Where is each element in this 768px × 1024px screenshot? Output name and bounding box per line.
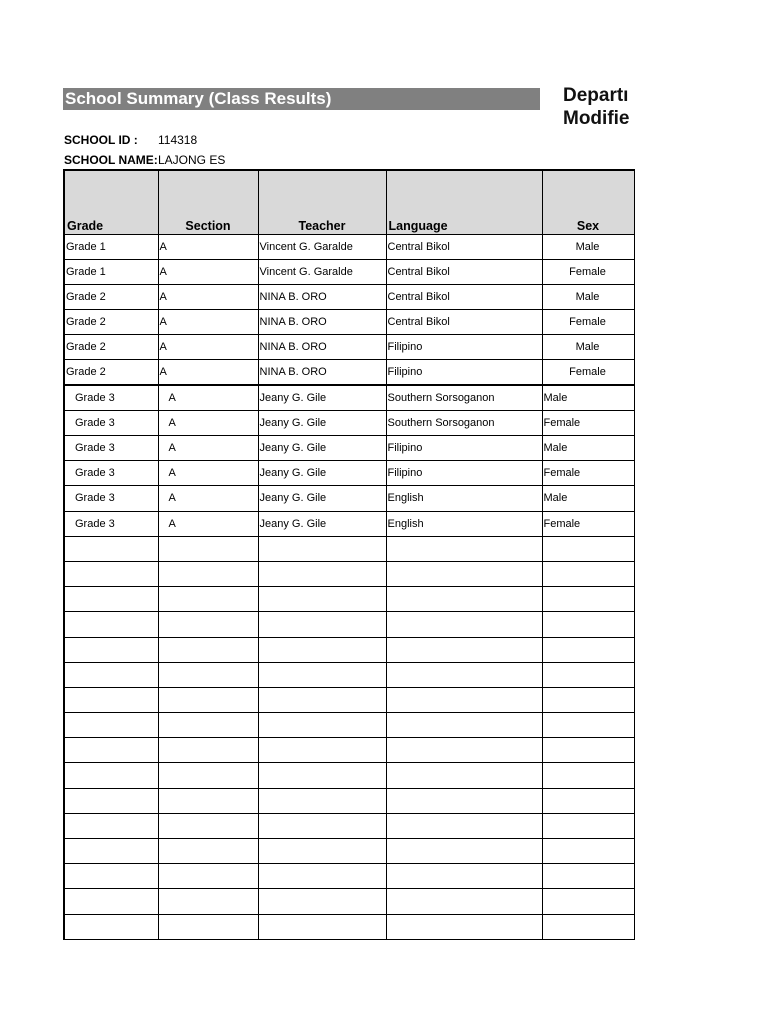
empty-cell xyxy=(386,763,542,788)
cell-teacher: NINA B. ORO xyxy=(258,360,386,385)
cell-sex: Female xyxy=(542,360,634,385)
empty-cell xyxy=(158,612,258,637)
table-row xyxy=(64,410,634,435)
table-row xyxy=(64,486,634,511)
empty-row xyxy=(64,839,634,864)
empty-cell xyxy=(542,687,634,712)
cell-grade: Grade 1 xyxy=(64,234,158,259)
empty-cell xyxy=(64,813,158,838)
empty-cell xyxy=(386,839,542,864)
cell-sex: Female xyxy=(542,310,634,335)
empty-cell xyxy=(386,637,542,662)
empty-row xyxy=(64,864,634,889)
empty-cell xyxy=(386,587,542,612)
cell-grade: Grade 3 xyxy=(64,410,158,435)
header-sex: Sex xyxy=(542,170,634,234)
cell-grade: Grade 2 xyxy=(64,335,158,360)
empty-cell xyxy=(542,561,634,586)
cell-section: A xyxy=(158,461,258,486)
empty-cell xyxy=(64,612,158,637)
empty-cell xyxy=(64,914,158,939)
empty-cell xyxy=(258,763,386,788)
cell-section: A xyxy=(158,410,258,435)
department-line-2: Modifie xyxy=(563,108,630,129)
empty-row xyxy=(64,612,634,637)
empty-cell xyxy=(386,612,542,637)
school-name-value: LAJONG ES xyxy=(158,153,226,167)
cell-grade: Grade 2 xyxy=(64,310,158,335)
empty-cell xyxy=(64,738,158,763)
empty-cell xyxy=(64,561,158,586)
cell-sex: Female xyxy=(542,461,634,486)
empty-cell xyxy=(64,687,158,712)
header-teacher: Teacher xyxy=(258,170,386,234)
empty-cell xyxy=(64,864,158,889)
cell-grade: Grade 3 xyxy=(64,511,158,536)
empty-cell xyxy=(542,662,634,687)
school-id-label: SCHOOL ID : xyxy=(64,133,138,147)
cell-teacher: Jeany G. Gile xyxy=(258,385,386,410)
cell-sex: Male xyxy=(542,436,634,461)
empty-row xyxy=(64,914,634,939)
empty-cell xyxy=(386,914,542,939)
empty-cell xyxy=(386,889,542,914)
school-id-value: 114318 xyxy=(158,133,198,147)
cell-sex: Male xyxy=(542,385,634,410)
empty-cell xyxy=(542,738,634,763)
table-row xyxy=(64,461,634,486)
empty-row xyxy=(64,813,634,838)
cell-teacher: Jeany G. Gile xyxy=(258,461,386,486)
school-name-label: SCHOOL NAME: xyxy=(64,153,158,167)
empty-cell xyxy=(64,662,158,687)
empty-cell xyxy=(158,587,258,612)
empty-cell xyxy=(158,637,258,662)
empty-cell xyxy=(542,763,634,788)
empty-cell xyxy=(64,889,158,914)
table-row xyxy=(64,360,634,385)
table-row xyxy=(64,436,634,461)
cell-language: Southern Sorsoganon xyxy=(386,410,542,435)
page-title: School Summary (Class Results) xyxy=(63,88,540,110)
department-heading xyxy=(563,84,633,134)
empty-cell xyxy=(258,687,386,712)
cell-teacher: Vincent G. Garalde xyxy=(258,259,386,284)
table-row xyxy=(64,335,634,360)
empty-cell xyxy=(542,864,634,889)
cell-grade: Grade 3 xyxy=(64,486,158,511)
empty-cell xyxy=(386,687,542,712)
empty-cell xyxy=(258,612,386,637)
empty-row xyxy=(64,536,634,561)
cell-language: Southern Sorsoganon xyxy=(386,385,542,410)
empty-cell xyxy=(64,763,158,788)
cell-section: A xyxy=(158,436,258,461)
empty-cell xyxy=(386,662,542,687)
empty-row xyxy=(64,738,634,763)
cell-grade: Grade 2 xyxy=(64,360,158,385)
empty-row xyxy=(64,587,634,612)
cell-section: A xyxy=(158,360,258,385)
empty-cell xyxy=(258,587,386,612)
class-results-table xyxy=(63,169,635,940)
cell-grade: Grade 3 xyxy=(64,461,158,486)
table-row xyxy=(64,310,634,335)
cell-sex: Female xyxy=(542,511,634,536)
empty-cell xyxy=(258,914,386,939)
empty-cell xyxy=(542,612,634,637)
cell-language: Central Bikol xyxy=(386,284,542,309)
empty-cell xyxy=(386,713,542,738)
header-section: Section xyxy=(158,170,258,234)
cell-teacher: Jeany G. Gile xyxy=(258,410,386,435)
empty-cell xyxy=(258,864,386,889)
cell-sex: Female xyxy=(542,259,634,284)
empty-cell xyxy=(64,587,158,612)
empty-cell xyxy=(258,637,386,662)
empty-row xyxy=(64,561,634,586)
empty-cell xyxy=(258,813,386,838)
empty-row xyxy=(64,788,634,813)
table-row xyxy=(64,284,634,309)
cell-teacher: Jeany G. Gile xyxy=(258,436,386,461)
cell-section: A xyxy=(158,310,258,335)
empty-cell xyxy=(158,687,258,712)
cell-teacher: Jeany G. Gile xyxy=(258,486,386,511)
cell-language: English xyxy=(386,486,542,511)
empty-cell xyxy=(542,839,634,864)
cell-sex: Male xyxy=(542,486,634,511)
empty-cell xyxy=(158,561,258,586)
empty-cell xyxy=(158,889,258,914)
cell-language: English xyxy=(386,511,542,536)
cell-teacher: NINA B. ORO xyxy=(258,335,386,360)
empty-row xyxy=(64,889,634,914)
cell-sex: Male xyxy=(542,335,634,360)
empty-cell xyxy=(158,713,258,738)
cell-section: A xyxy=(158,335,258,360)
empty-cell xyxy=(64,637,158,662)
empty-row xyxy=(64,637,634,662)
empty-row xyxy=(64,713,634,738)
empty-cell xyxy=(64,536,158,561)
empty-cell xyxy=(258,561,386,586)
empty-cell xyxy=(64,839,158,864)
empty-cell xyxy=(542,637,634,662)
cell-section: A xyxy=(158,234,258,259)
empty-cell xyxy=(386,813,542,838)
empty-row xyxy=(64,662,634,687)
cell-language: Filipino xyxy=(386,436,542,461)
cell-grade: Grade 1 xyxy=(64,259,158,284)
cell-sex: Male xyxy=(542,284,634,309)
cell-section: A xyxy=(158,511,258,536)
empty-cell xyxy=(542,536,634,561)
empty-cell xyxy=(542,587,634,612)
empty-row xyxy=(64,763,634,788)
empty-cell xyxy=(258,662,386,687)
table-row xyxy=(64,385,634,410)
empty-cell xyxy=(386,738,542,763)
empty-cell xyxy=(386,561,542,586)
empty-cell xyxy=(258,536,386,561)
empty-cell xyxy=(158,813,258,838)
cell-language: Central Bikol xyxy=(386,234,542,259)
cell-teacher: Jeany G. Gile xyxy=(258,511,386,536)
cell-teacher: NINA B. ORO xyxy=(258,310,386,335)
empty-cell xyxy=(542,889,634,914)
empty-cell xyxy=(158,839,258,864)
cell-language: Filipino xyxy=(386,461,542,486)
table-row xyxy=(64,234,634,259)
cell-language: Central Bikol xyxy=(386,259,542,284)
empty-cell xyxy=(158,864,258,889)
table-body xyxy=(64,234,634,939)
empty-cell xyxy=(542,914,634,939)
cell-language: Central Bikol xyxy=(386,310,542,335)
empty-cell xyxy=(158,788,258,813)
empty-cell xyxy=(64,713,158,738)
empty-cell xyxy=(258,713,386,738)
cell-section: A xyxy=(158,259,258,284)
cell-teacher: Vincent G. Garalde xyxy=(258,234,386,259)
empty-cell xyxy=(158,738,258,763)
cell-teacher: NINA B. ORO xyxy=(258,284,386,309)
cell-grade: Grade 2 xyxy=(64,284,158,309)
empty-cell xyxy=(386,864,542,889)
cell-language: Filipino xyxy=(386,335,542,360)
cell-section: A xyxy=(158,385,258,410)
empty-cell xyxy=(542,788,634,813)
empty-cell xyxy=(542,813,634,838)
empty-cell xyxy=(258,889,386,914)
department-line-1: Departı xyxy=(563,85,629,106)
empty-cell xyxy=(158,914,258,939)
table-row xyxy=(64,259,634,284)
empty-cell xyxy=(158,662,258,687)
cell-language: Filipino xyxy=(386,360,542,385)
cell-section: A xyxy=(158,486,258,511)
header-language: Language xyxy=(386,170,542,234)
cell-section: A xyxy=(158,284,258,309)
empty-cell xyxy=(158,536,258,561)
empty-row xyxy=(64,687,634,712)
empty-cell xyxy=(386,536,542,561)
empty-cell xyxy=(258,788,386,813)
table-header-row xyxy=(64,170,634,234)
table-row xyxy=(64,511,634,536)
empty-cell xyxy=(542,713,634,738)
empty-cell xyxy=(158,763,258,788)
cell-grade: Grade 3 xyxy=(64,436,158,461)
empty-cell xyxy=(386,788,542,813)
empty-cell xyxy=(258,738,386,763)
cell-grade: Grade 3 xyxy=(64,385,158,410)
cell-sex: Male xyxy=(542,234,634,259)
empty-cell xyxy=(64,788,158,813)
empty-cell xyxy=(258,839,386,864)
header-grade: Grade xyxy=(64,170,158,234)
cell-sex: Female xyxy=(542,410,634,435)
